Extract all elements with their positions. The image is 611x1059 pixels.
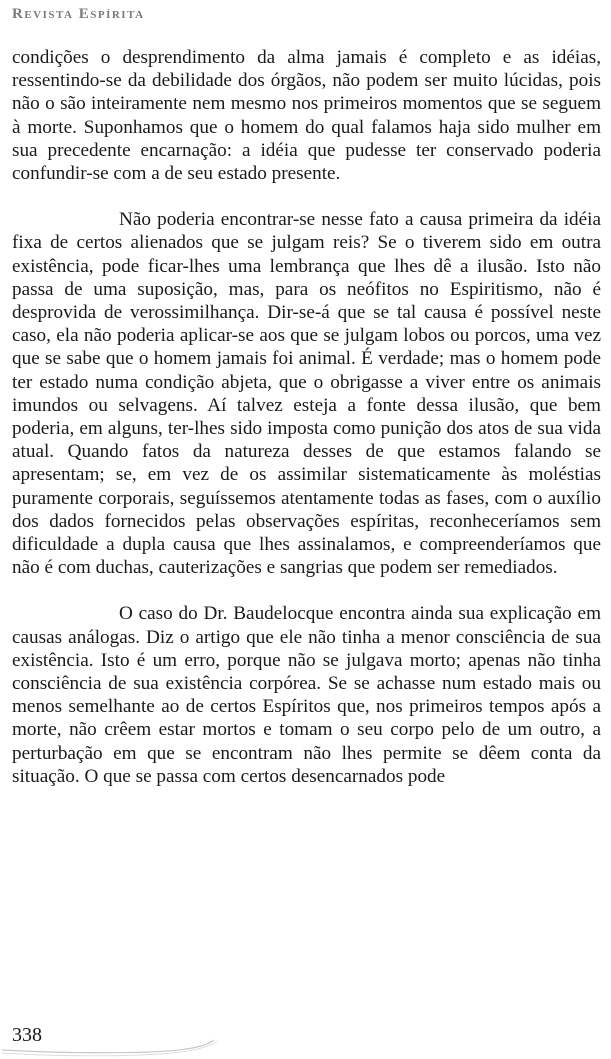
running-header: Revista Espírita — [12, 6, 145, 22]
page-number: 338 — [12, 1024, 42, 1046]
paragraph-3: O caso do Dr. Baudelocque encontra ainda sua explicação em causas análogas. Diz o artigo que ele não tinha a menor consciência de sua existência. Isto é um erro, porque não se julgava morto; apenas não tinha consciência de sua existência corpórea. Se se achasse num estado mais ou menos semelhante ao de certos Espíritos que, nos primeiros tempos após a morte, não crêem estar mortos e tomam o seu corpo pelo de um outro, a perturbação em que se encontram não lhes permite se dêem conta da situação. O que se passa com certos desencarnados pode — [12, 603, 601, 787]
paragraph-2: Não poderia encontrar-se nesse fato a causa primeira da idéia fixa de certos alienados que se julgam reis? Se o tiverem sido em outra existência, pode ficar-lhes uma lembrança que lhes dê a ilusão. Isto não passa de uma suposição, mas, para os neófitos no Espiritismo, não é desprovida de verossimilhança. Dir-se-á que se tal causa é possível neste caso, ela não poderia aplicar-se aos que se julgam lobos ou porcos, uma vez que se sabe que o homem jamais foi animal. É verdade; mas o homem pode ter estado numa condição abjeta, que o obrigasse a viver entre os animais imundos ou selvagens. Aí talvez esteja a fonte dessa ilusão, que bem poderia, em alguns, ter-lhes sido imposta como punição dos atos de sua vida atual. Quando fatos da natureza desses de que estamos falando se apresentam; se, em vez de os assimilar sistematicamente às moléstias puramente corporais, seguíssemos atentamente todas as fases, com o auxílio dos dados fornecidos pelas observações espíritas, reconheceríamos sem dificuldade a dupla causa que lhes assinalamos, e compreenderíamos que não é com duchas, cauterizações e sangrias que podem ser remediados. — [12, 209, 601, 579]
paragraph-1: condições o desprendimento da alma jamais é completo e as idéias, ressentindo-se da debilidade dos órgãos, não podem ser muito lúcidas, pois não o são inteiramente nem mesmo nos primeiros momentos que se seguem à morte. Suponhamos que o homem do qual falamos haja sido mulher em sua precedente encarnação: a idéia que pudesse ter conservado poderia confundir-se com a de seu estado presente. — [12, 47, 601, 185]
body-text — [12, 46, 601, 811]
